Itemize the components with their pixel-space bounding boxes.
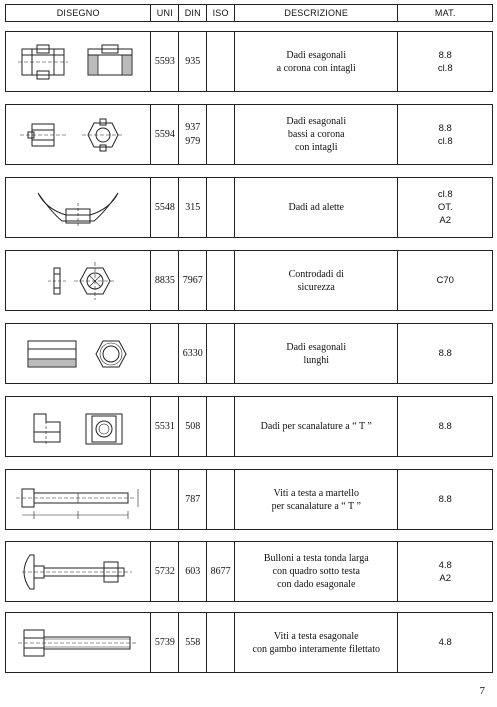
iso-cell [207,470,235,529]
material-value: 8.8 [438,49,452,61]
din-cell [179,251,207,310]
description-cell [235,324,398,383]
din-value: 315 [185,201,201,213]
header-mat: MAT. [434,8,456,18]
description-line: con gambo interamente filettato [252,643,380,655]
description-line: con dado esagonale [277,579,356,590]
description-line: Bulloni a testa tonda larga [263,553,369,564]
description-line: con intagli [294,142,338,153]
iso-cell [207,32,235,91]
table-row [5,396,493,457]
material-value: cl.8 [437,135,453,147]
material-cell [398,397,492,456]
material-value: 4.8 [438,637,452,648]
castle-nut-icon [8,37,148,87]
description-line: lunghi [303,354,330,366]
description-line: a corona con intagli [276,62,356,74]
din-cell [179,397,207,456]
description-line: Dadi esagonali [286,116,347,127]
drawing-cell [6,32,151,91]
din-cell [179,32,207,91]
drawing-cell [6,613,151,672]
description-line: Dadi esagonali [286,49,347,61]
description-cell [235,542,398,601]
description-line: con quadro sotto testa [272,566,360,577]
drawing-cell [6,397,151,456]
table-row [5,250,493,311]
table-row [5,541,493,602]
header-iso: ISO [207,5,235,21]
drawing-cell [6,251,151,310]
description-line: Dadi esagonali [286,341,347,353]
description-cell [235,105,398,164]
iso-cell [207,178,235,237]
description-cell [235,397,398,456]
din-cell [179,470,207,529]
iso-cell [207,105,235,164]
low-castle-nut-icon [8,110,148,160]
description-line: Viti a testa esagonale [273,630,359,642]
long-hex-nut-icon [8,329,148,379]
iso-cell [207,324,235,383]
material-cell [398,251,492,310]
description-line: Dadi per scanalature a “ T ” [260,421,372,432]
material-value: cl.8 [437,62,453,74]
header-descrizione: DESCRIZIONE [235,5,398,21]
drawing-cell [6,178,151,237]
table-row [5,612,493,673]
description-cell [235,251,398,310]
din-value: 7967 [182,274,203,286]
drawing-cell [6,470,151,529]
material-cell [398,613,492,672]
drawing-cell [6,105,151,164]
description-cell [235,32,398,91]
din-value: 935 [185,55,201,67]
material-value: 8.8 [438,421,452,432]
iso-cell: 8677 [207,542,235,601]
uni-cell: 5548 [151,178,179,237]
description-cell [235,470,398,529]
table-row [5,469,493,530]
material-value: A2 [439,215,452,226]
material-value: 8.8 [438,348,452,359]
description-line: bassi a corona [287,129,345,140]
din-value: 979 [185,135,201,147]
header-disegno: DISEGNO [6,5,151,21]
din-cell [179,542,207,601]
material-cell [398,470,492,529]
uni-cell: 8835 [151,251,179,310]
description-cell [235,613,398,672]
din-cell [179,613,207,672]
material-cell [398,178,492,237]
uni-cell [151,324,179,383]
uni-cell: 5593 [151,32,179,91]
din-value: 558 [185,636,201,648]
material-value: C70 [436,275,454,286]
lock-nut-icon [8,256,148,306]
drawing-cell [6,324,151,383]
description-line: Viti a testa a martello [273,487,359,499]
table-header [5,4,493,22]
din-value: 508 [185,420,201,432]
material-value: A2 [439,572,452,584]
drawing-cell [6,542,151,601]
material-value: cl.8 [437,189,453,200]
wing-nut-icon [8,183,148,233]
description-line: Controdadi di [288,268,344,280]
uni-cell: 5732 [151,542,179,601]
uni-cell: 5531 [151,397,179,456]
din-value: 937 [185,121,201,133]
uni-cell: 5739 [151,613,179,672]
header-uni: UNI [151,5,179,21]
din-value: 787 [185,493,201,505]
iso-cell [207,251,235,310]
din-cell [179,178,207,237]
t-slot-bolt-icon [8,475,148,525]
uni-cell [151,470,179,529]
din-value: 603 [185,565,201,577]
description-line: Dadi ad alette [288,202,344,213]
material-value: 8.8 [438,494,452,505]
table-row [5,31,493,92]
description-line: per scanalature a “ T ” [271,500,361,512]
t-slot-nut-icon [8,402,148,452]
header-din: DIN [179,5,207,21]
table-row [5,177,493,238]
description-cell [235,178,398,237]
material-cell [398,32,492,91]
material-value: 8.8 [438,122,452,134]
din-cell [179,105,207,164]
table-row [5,323,493,384]
table-row [5,104,493,165]
material-cell [398,542,492,601]
material-cell [398,324,492,383]
carriage-bolt-icon [8,547,148,597]
description-line: sicurezza [297,281,335,293]
uni-cell: 5594 [151,105,179,164]
hex-bolt-icon [8,618,148,668]
page-number: 7 [479,685,485,697]
material-cell [398,105,492,164]
material-value: 4.8 [438,559,452,571]
iso-cell [207,613,235,672]
iso-cell [207,397,235,456]
din-value: 6330 [182,347,203,359]
din-cell [179,324,207,383]
material-value: OT. [437,202,453,213]
